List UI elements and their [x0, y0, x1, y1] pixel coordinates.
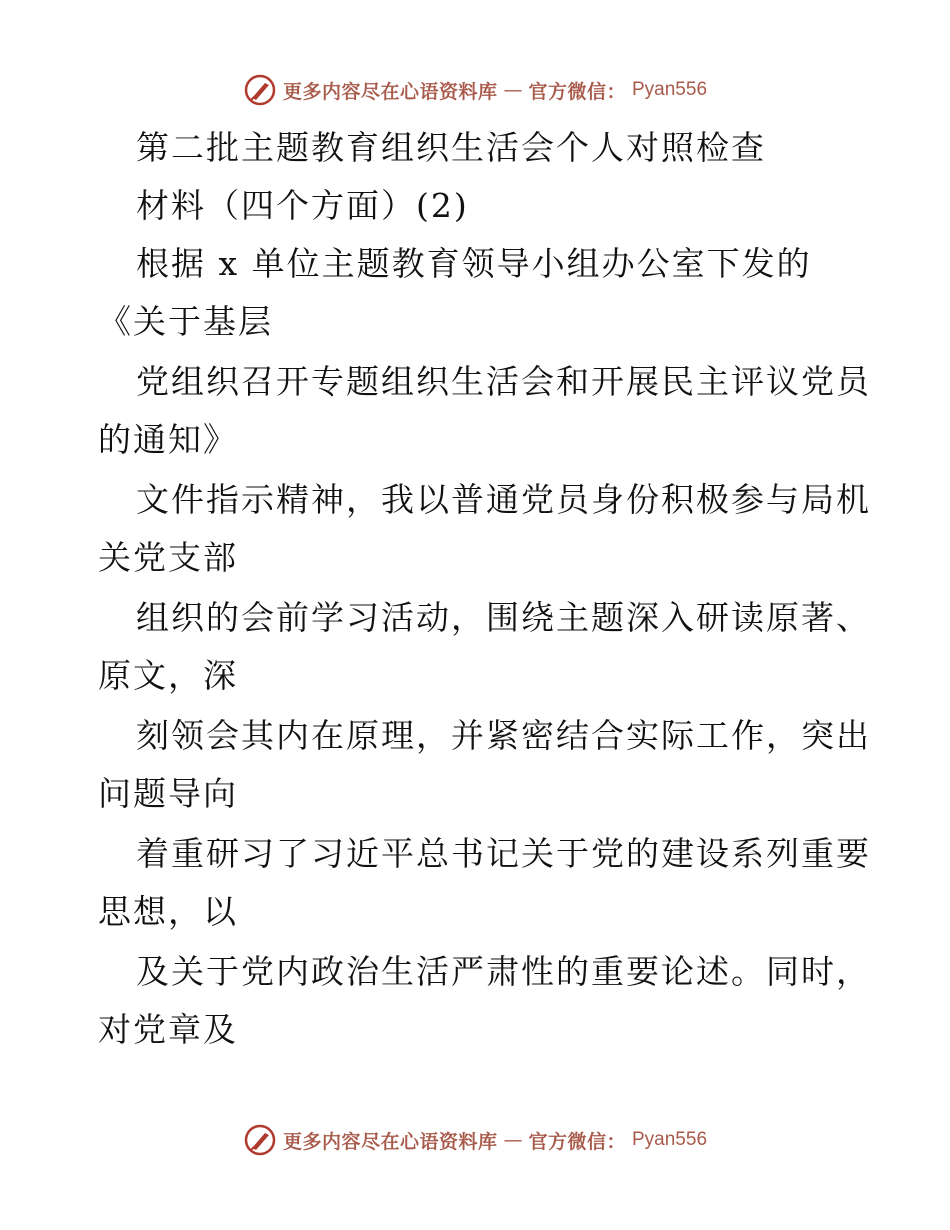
paragraph-line: 党组织召开专题组织生活会和开展民主评议党员 [136, 362, 871, 401]
paragraph-line: 文件指示精神，我以普通党员身份积极参与局机 [136, 480, 871, 519]
paragraph-line: 着重研习了习近平总书记关于党的建设系列重要 [136, 834, 871, 873]
paragraph-line: 组织的会前学习活动，围绕主题深入研读原著、 [136, 598, 871, 637]
paragraph-line: 关党支部 [98, 538, 238, 577]
watermark-wechat-id: Pyan556 [632, 79, 708, 100]
paragraph-line: 原文，深 [98, 656, 238, 695]
document-title-line-1: 第二批主题教育组织生活会个人对照检查 [136, 128, 766, 167]
footer-watermark [0, 1120, 950, 1160]
quill-pen-logo-icon [243, 1123, 277, 1157]
paragraph-line: 对党章及 [98, 1010, 238, 1049]
paragraph-line: 刻领会其内在原理，并紧密结合实际工作，突出 [136, 716, 871, 755]
watermark-wechat-id: Pyan556 [632, 1129, 708, 1150]
watermark-wechat-label: 官方微信： [528, 1130, 626, 1153]
watermark-separator: — [503, 79, 523, 101]
watermark-text: 更多内容尽在心语资料库 [282, 1130, 498, 1153]
paragraph-line: 的通知》 [98, 420, 238, 459]
header-watermark [0, 70, 950, 110]
watermark-wechat-label: 官方微信： [528, 80, 626, 103]
paragraph-line: 问题导向 [98, 774, 238, 813]
document-title-line-2: 材料（四个方面）(2) [136, 186, 469, 225]
quill-pen-logo-icon [243, 73, 277, 107]
paragraph-line: 思想，以 [98, 892, 238, 931]
watermark-separator: — [503, 1129, 523, 1151]
paragraph-line: 《关于基层 [98, 302, 273, 341]
paragraph-line: 及关于党内政治生活严肃性的重要论述。同时， [136, 952, 871, 991]
paragraph-line: 根据 x 单位主题教育领导小组办公室下发的 [136, 244, 812, 283]
watermark-text: 更多内容尽在心语资料库 [282, 80, 498, 103]
